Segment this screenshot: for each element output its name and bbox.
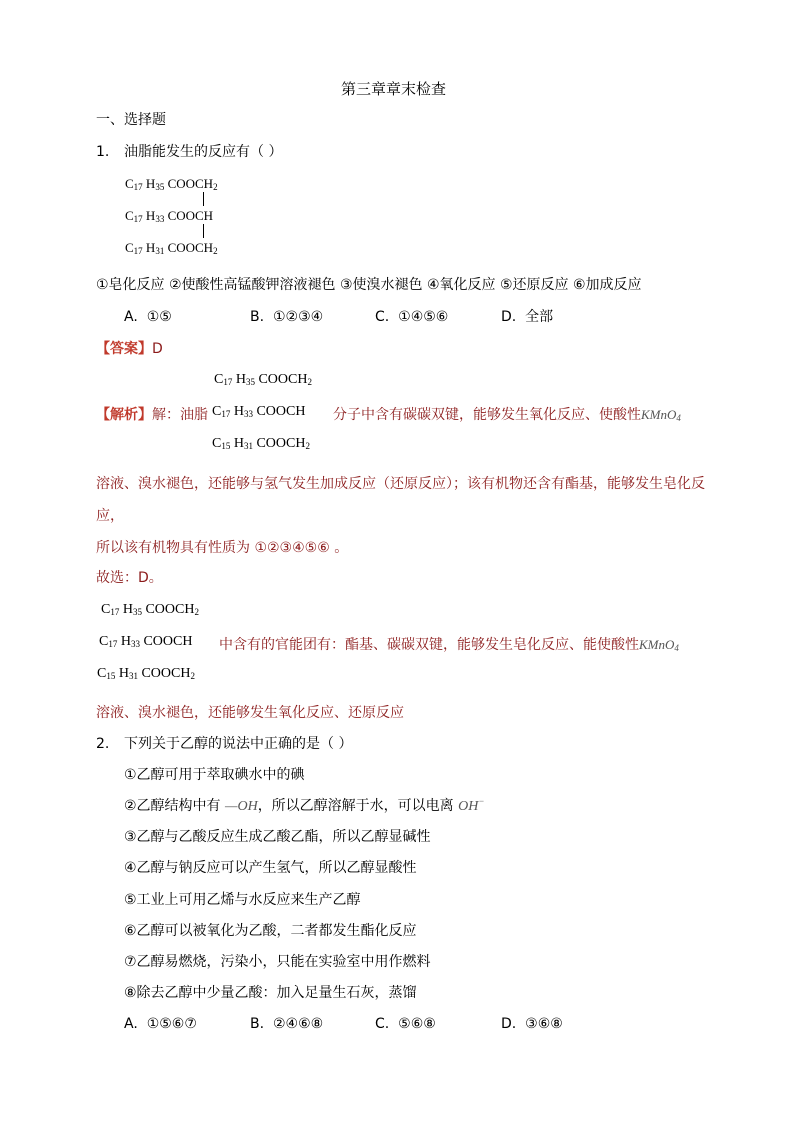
q2-option-c[interactable] — [375, 1014, 436, 1034]
q2-option-b[interactable] — [250, 1014, 323, 1034]
q2-item-5: ⑤工业上可用乙烯与水反应来生产乙醇 — [124, 892, 361, 908]
option-text: ③⑥⑧ — [525, 1016, 563, 1032]
option-letter: B. — [250, 309, 265, 325]
option-text: ①⑤ — [146, 309, 172, 325]
q1-statements: ①皂化反应 ②使酸性高锰酸钾溶液褪色 ③使溴水褪色 ④氧化反应 ⑤还原反应 ⑥加成反应 — [96, 277, 642, 293]
hydroxyl-group: —OH — [225, 799, 258, 814]
q2-item-8: ⑧除去乙醇中少量乙酸：加入足量生石灰，蒸馏 — [124, 985, 417, 1001]
q1-answer — [96, 339, 163, 359]
analysis-line5: 故选：D。 — [96, 570, 163, 586]
answer-tag: 【答案】 — [96, 341, 152, 357]
option-letter: D. — [501, 309, 517, 325]
q2-item-2: ②乙醇结构中有 —OH，所以乙醇溶解于水，可以电离 OH− — [124, 796, 485, 814]
analysis2-structural-formula — [97, 602, 217, 686]
formula-row: $C_{15}$ $H_{31}$ $COOCH_2$ — [97, 666, 195, 681]
option-text: ①②③④ — [272, 309, 324, 325]
q2-item-3: ③乙醇与乙酸反应生成乙酸乙酯，所以乙醇显碱性 — [124, 829, 431, 845]
q2-item-7: ⑦乙醇易燃烧，污染小，只能在实验室中用作燃料 — [124, 954, 431, 970]
option-letter: C. — [375, 309, 390, 325]
q1-option-b[interactable] — [250, 307, 323, 327]
q1-option-d[interactable] — [501, 307, 553, 327]
option-text: ①⑤⑥⑦ — [146, 1016, 197, 1032]
analysis-line3: 应， — [96, 508, 124, 524]
formula-row: $C_{17}$ $H_{33}$ COOCH — [125, 208, 214, 224]
option-letter: D. — [501, 1016, 517, 1032]
option-text: ②④⑥⑧ — [272, 1016, 324, 1032]
analysis-intro — [96, 405, 208, 425]
section-heading: 一、选择题 — [96, 112, 166, 128]
analysis-tag: 【解析】 — [96, 407, 152, 423]
analysis-suffix: 分子中含有碳碳双键，能够发生氧化反应、使酸性KMnO$_4$ — [333, 407, 681, 423]
answer-value: D — [152, 341, 163, 357]
q1-option-c[interactable] — [375, 307, 448, 327]
hydroxide-ion: OH− — [458, 796, 485, 814]
bond-line — [203, 224, 204, 238]
q1-structural-formula — [125, 176, 245, 260]
q1-option-a[interactable] — [124, 307, 172, 327]
formula-row: $C_{15}$ $H_{31}$ $COOCH_2$ — [212, 436, 310, 451]
analysis-prefix: 解：油脂 — [152, 407, 208, 423]
formula-row: $C_{17}$ $H_{35}$ $COOCH_2$ — [125, 176, 218, 192]
option-text: ⑤⑥⑧ — [398, 1016, 436, 1032]
analysis-line4: 所以该有机物具有性质为 ①②③④⑤⑥ 。 — [96, 540, 349, 556]
option-letter: A. — [124, 1016, 138, 1032]
analysis2-line2: 溶液、溴水褪色，还能够发生氧化反应、还原反应 — [96, 705, 404, 721]
analysis2-suffix: 中含有的官能团有：酯基、碳碳双键，能够发生皂化反应、能使酸性KMnO$_4$ — [219, 637, 679, 653]
option-text: 全部 — [525, 309, 554, 325]
option-letter: C. — [375, 1016, 390, 1032]
formula-row: $C_{17}$ $H_{31}$ $COOCH_2$ — [125, 240, 218, 256]
q2-item-4: ④乙醇与钠反应可以产生氢气，所以乙醇显酸性 — [124, 860, 417, 876]
analysis-line2: 溶液、溴水褪色，还能够与氢气发生加成反应（还原反应）；该有机物还含有酯基，能够发生皂化反 — [96, 476, 705, 492]
q2-stem: 下列关于乙醇的说法中正确的是（ ） — [124, 736, 353, 752]
q2-option-a[interactable] — [124, 1014, 197, 1034]
formula-row: $C_{17}$ $H_{35}$ $COOCH_2$ — [101, 602, 199, 617]
q2-item-1: ①乙醇可用于萃取碘水中的碘 — [124, 767, 305, 783]
formula-row: $C_{17}$ $H_{33}$ COOCH — [99, 634, 193, 649]
q1-stem: 油脂能发生的反应有（ ） — [124, 144, 283, 160]
q2-number: 2. — [96, 736, 110, 752]
q2-item-6: ⑥乙醇可以被氧化为乙酸，二者都发生酯化反应 — [124, 923, 417, 939]
q1-number: 1. — [96, 144, 110, 160]
page-title: 第三章章末检查 — [341, 80, 447, 98]
formula-row: $C_{17}$ $H_{35}$ $COOCH_2$ — [214, 372, 312, 387]
option-letter: B. — [250, 1016, 265, 1032]
formula-row: $C_{17}$ $H_{33}$ COOCH — [212, 404, 306, 419]
option-text: ①④⑤⑥ — [398, 309, 449, 325]
analysis-structural-formula — [212, 372, 332, 456]
bond-line — [203, 192, 204, 206]
q2-option-d[interactable] — [501, 1014, 563, 1034]
option-letter: A. — [124, 309, 138, 325]
